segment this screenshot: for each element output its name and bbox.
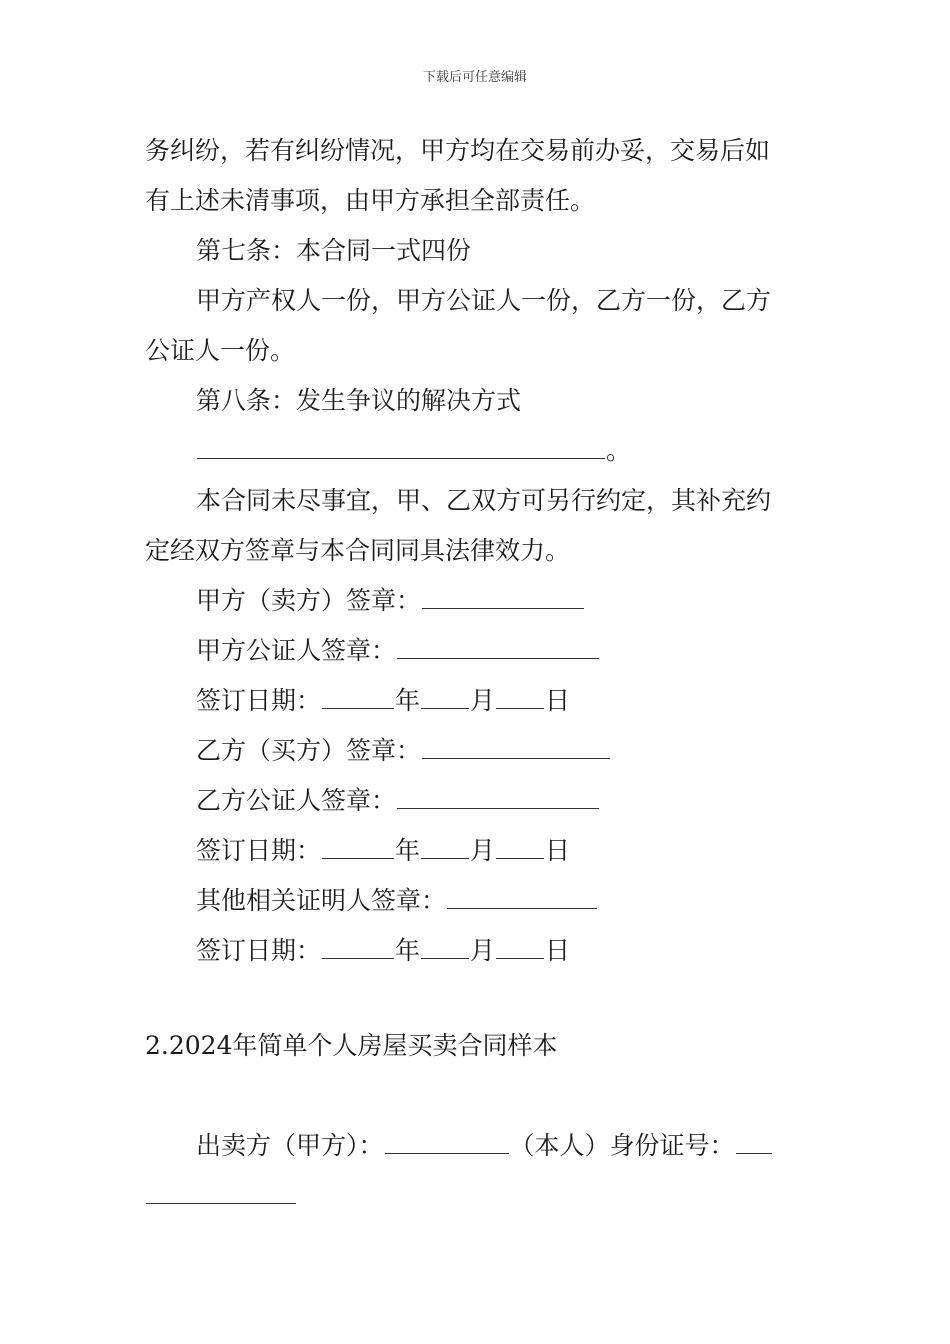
month-blank xyxy=(421,936,469,959)
id-number-blank xyxy=(736,1131,772,1154)
fill-in-blank xyxy=(447,886,597,909)
witness-signature-line xyxy=(196,886,598,916)
fill-in-blank xyxy=(422,586,584,609)
seller-name-blank xyxy=(385,1131,509,1154)
signing-date-line xyxy=(196,836,570,866)
seller-signature-line xyxy=(196,586,585,616)
date-label: 签订日期： xyxy=(196,936,322,965)
article-8-heading: 第八条：发生争议的解决方式 xyxy=(196,386,522,415)
day-label: 日 xyxy=(545,936,571,965)
fill-in-blank xyxy=(397,786,599,809)
year-label: 年 xyxy=(395,686,421,715)
article-7-heading: 第七条：本合同一式四份 xyxy=(196,236,472,265)
month-label: 月 xyxy=(470,686,496,715)
year-blank xyxy=(322,936,394,959)
seller-label: 出卖方（甲方）： xyxy=(196,1131,384,1160)
fill-in-blank xyxy=(422,736,610,759)
day-blank xyxy=(496,686,544,709)
signing-date-line xyxy=(196,686,570,716)
paragraph-line: 务纠纷，若有纠纷情况，甲方均在交易前办妥，交易后如 xyxy=(145,136,771,165)
fill-in-blank xyxy=(397,636,599,659)
date-label: 签订日期： xyxy=(196,686,322,715)
seller-signature-label: 甲方（卖方）签章： xyxy=(196,586,422,615)
seller-id-line xyxy=(196,1131,773,1161)
signing-date-line xyxy=(196,936,570,966)
paragraph-line: 有上述未清事项，由甲方承担全部责任。 xyxy=(145,186,596,215)
period: 。 xyxy=(606,436,632,465)
fill-in-blank xyxy=(197,436,605,459)
paragraph-line: 定经双方签章与本合同同具法律效力。 xyxy=(145,536,571,565)
year-blank xyxy=(322,836,394,859)
year-label: 年 xyxy=(395,936,421,965)
buyer-signature-line xyxy=(196,736,611,766)
id-number-label: （本人）身份证号： xyxy=(509,1131,735,1160)
buyer-notary-line xyxy=(196,786,600,816)
year-blank xyxy=(322,686,394,709)
year-label: 年 xyxy=(395,836,421,865)
page-header: 下载后可任意编辑 xyxy=(422,70,527,85)
day-blank xyxy=(496,936,544,959)
date-label: 签订日期： xyxy=(196,836,322,865)
seller-notary-line xyxy=(196,636,600,666)
section-2-title: 2.2024年简单个人房屋买卖合同样本 xyxy=(145,1031,558,1060)
month-blank xyxy=(421,836,469,859)
fill-in-blank xyxy=(146,1181,296,1204)
day-label: 日 xyxy=(545,836,571,865)
dispute-resolution-blank xyxy=(196,436,631,466)
witness-signature-label: 其他相关证明人签章： xyxy=(196,886,447,915)
id-number-blank-continued xyxy=(145,1181,297,1211)
buyer-notary-label: 乙方公证人签章： xyxy=(196,786,397,815)
buyer-signature-label: 乙方（买方）签章： xyxy=(196,736,422,765)
paragraph-line: 本合同未尽事宜，甲、乙双方可另行约定，其补充约 xyxy=(196,486,772,515)
month-label: 月 xyxy=(470,836,496,865)
month-blank xyxy=(421,686,469,709)
day-blank xyxy=(496,836,544,859)
month-label: 月 xyxy=(470,936,496,965)
seller-notary-label: 甲方公证人签章： xyxy=(196,636,397,665)
paragraph-line: 公证人一份。 xyxy=(145,336,296,365)
paragraph-line: 甲方产权人一份，甲方公证人一份，乙方一份，乙方 xyxy=(196,286,772,315)
day-label: 日 xyxy=(545,686,571,715)
